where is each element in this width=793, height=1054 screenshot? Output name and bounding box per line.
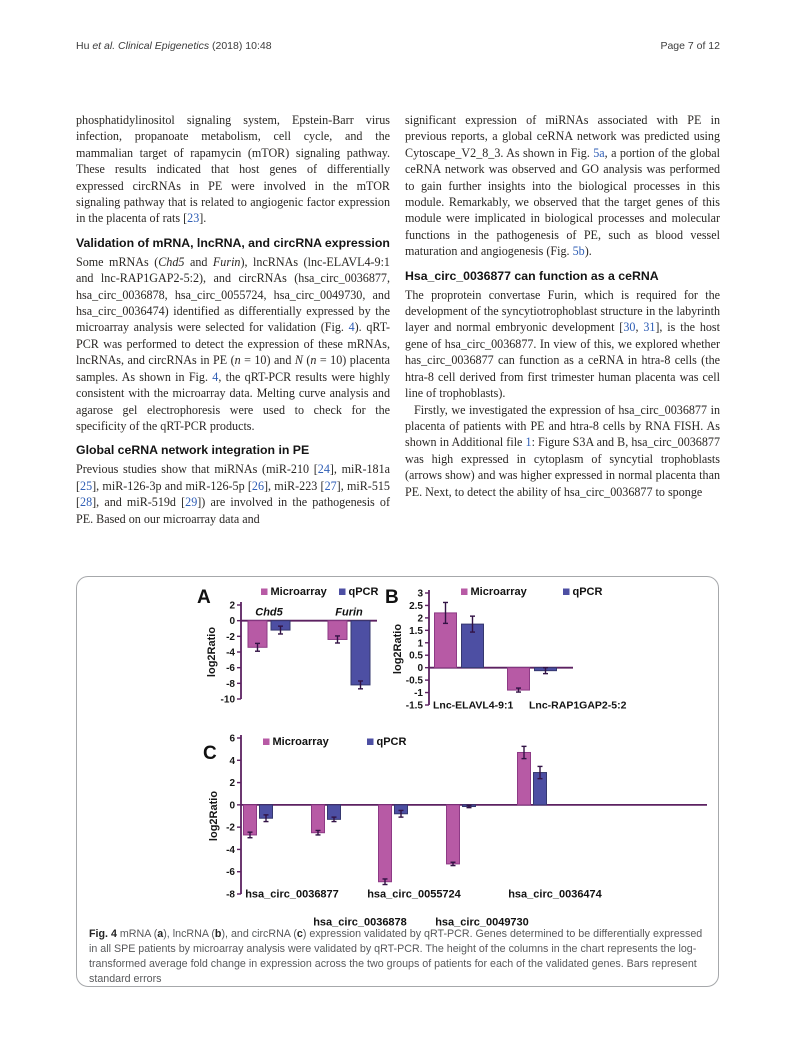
y-tick-label: -2 bbox=[226, 822, 235, 834]
legend-label: Microarray bbox=[470, 586, 527, 598]
citation-link[interactable]: 23 bbox=[187, 211, 200, 226]
citation-link[interactable]: 26 bbox=[251, 478, 264, 493]
legend-label: qPCR bbox=[376, 736, 407, 748]
panel-label: C bbox=[203, 743, 217, 764]
text-run: phosphatidylinositol signaling system, Epstein-Barr virus infection, propanoate metabolism, cell cycle, and the mammalian target of rapamycin (mTOR) signaling pathway. These results indicated that host genes of differentially expressed circRNAs in PE were involved in the mTOR signaling pathway that is related to angiogenic factor expression in the placenta of rats [ bbox=[76, 113, 390, 226]
y-tick-label: -6 bbox=[226, 663, 235, 675]
category-label: Chd5 bbox=[255, 606, 283, 619]
text-run: , a portion of the global ceRNA network was observed and GO analysis was performed to gain further insights into the biological processes in this module. Remarkably, we observed that the target genes of this module were implicated in biological processes and molecular functions in the pathogenesis of PE, such as blood vessel maturation and angiogenesis (Fig. bbox=[405, 145, 720, 259]
y-tick-label: 0 bbox=[229, 616, 235, 628]
legend-swatch-qpcr bbox=[563, 589, 570, 596]
citation-link[interactable]: 4 bbox=[212, 369, 219, 384]
text-run: ). qRT-PCR was performed to detect the expression of these mRNAs, lncRNAs, and circRNAs in PE ( bbox=[76, 320, 391, 368]
right-column bbox=[405, 112, 720, 500]
y-tick-label: 6 bbox=[229, 733, 235, 745]
text-run: ]. bbox=[199, 211, 207, 226]
text-run: = 10) and bbox=[240, 353, 295, 368]
left-column bbox=[76, 112, 390, 527]
section-heading: Validation of mRNA, lncRNA, and circRNA expression bbox=[76, 235, 390, 250]
paragraph bbox=[76, 112, 390, 227]
citation-link[interactable]: 4 bbox=[348, 320, 355, 335]
bold-text: Fig. 4 bbox=[89, 928, 117, 940]
category-label: Lnc-ELAVL4-9:1 bbox=[433, 699, 514, 712]
legend-label: qPCR bbox=[572, 586, 603, 598]
y-axis-label: log2Ratio bbox=[206, 626, 218, 678]
text-run: ]) are involved in the pathogenesis of PE. Based on our microarray data and bbox=[76, 495, 390, 526]
italic-text: Chd5 bbox=[158, 254, 185, 269]
header-citation-journal: et al. Clinical Epigenetics bbox=[92, 40, 210, 52]
panel-a-chart bbox=[197, 586, 379, 706]
text-run: Previous studies show that miRNAs (miR-210 [ bbox=[76, 462, 318, 477]
text-run: ), and circRNA ( bbox=[221, 928, 297, 940]
legend-swatch-microarray bbox=[461, 589, 468, 596]
y-tick-label: 4 bbox=[229, 755, 235, 767]
panel-label: A bbox=[197, 587, 211, 608]
section-heading: Hsa_circ_0036877 can function as a ceRNA bbox=[405, 268, 659, 283]
italic-text: n bbox=[310, 353, 317, 368]
text-run: significant expression of miRNAs associated with PE in previous reports, a global ceRNA network was predicted using Cytoscape_V2_8_3. As shown in Fig. bbox=[405, 113, 720, 160]
bar-microarray-Lnc-RAP1GAP2-5:2 bbox=[508, 668, 530, 690]
panel-label: B bbox=[385, 587, 399, 608]
citation-link[interactable]: 31 bbox=[643, 320, 656, 335]
header-citation-issue: (2018) 10:48 bbox=[209, 40, 272, 52]
y-tick-label: 2 bbox=[229, 778, 235, 790]
legend-label: Microarray bbox=[272, 736, 329, 748]
figure-4-charts bbox=[77, 577, 718, 927]
category-label: hsa_circ_0055724 bbox=[367, 888, 461, 901]
y-tick-label: -10 bbox=[220, 694, 235, 706]
bar-microarray-hsa_circ_0036474 bbox=[518, 752, 531, 804]
category-label: hsa_circ_0036877 bbox=[245, 888, 339, 901]
text-run: ) expression validated by qRT-PCR. Genes determined to be differentially expressed in all SPE patients by microarray analysis were validated by qRT-PCR. The height of the columns in the chart represents the log-transformed average fold change in expression across the two groups of patients for each of the validated genes. Bars represent standard errors bbox=[89, 928, 703, 985]
page-header bbox=[76, 40, 720, 52]
y-tick-label: 2.5 bbox=[409, 600, 423, 612]
y-tick-label: 0.5 bbox=[409, 650, 423, 662]
header-page-number: Page 7 of 12 bbox=[660, 40, 720, 52]
y-tick-label: -4 bbox=[226, 647, 235, 659]
bold-text: b bbox=[214, 928, 222, 940]
legend-swatch-qpcr bbox=[339, 589, 346, 596]
header-citation-author: Hu bbox=[76, 40, 93, 52]
text-run: ], miR-515 [ bbox=[76, 478, 390, 510]
y-tick-label: 1 bbox=[417, 638, 423, 650]
y-tick-label: -8 bbox=[226, 678, 235, 690]
y-tick-label: -6 bbox=[226, 867, 235, 879]
category-label: hsa_circ_0049730 bbox=[435, 916, 529, 927]
header-citation bbox=[76, 40, 272, 52]
italic-text: N bbox=[294, 353, 303, 368]
text-run: and bbox=[184, 254, 213, 269]
bar-microarray-hsa_circ_0036877 bbox=[244, 805, 257, 835]
figure-4-box bbox=[76, 576, 719, 987]
citation-link[interactable]: 1 bbox=[525, 435, 532, 450]
text-run: ), lncRNA ( bbox=[163, 928, 215, 940]
y-tick-label: 3 bbox=[417, 588, 423, 600]
category-label: hsa_circ_0036474 bbox=[508, 888, 602, 901]
citation-link[interactable]: 5b bbox=[572, 244, 585, 259]
bold-text: c bbox=[296, 928, 303, 940]
text-run: = 10) placenta samples. As shown in Fig. bbox=[76, 353, 391, 384]
paragraph bbox=[405, 112, 720, 260]
text-run: ], miR-126-3p and miR-126-5p [ bbox=[92, 478, 252, 493]
text-run: ( bbox=[302, 353, 311, 368]
paragraph bbox=[76, 461, 390, 527]
y-tick-label: -0.5 bbox=[405, 675, 423, 687]
y-tick-label: -2 bbox=[226, 631, 235, 643]
y-tick-label: -4 bbox=[226, 844, 235, 856]
paragraph bbox=[405, 287, 720, 402]
text-run: ). bbox=[584, 244, 592, 259]
y-tick-label: -8 bbox=[226, 889, 235, 901]
bar-qpcr-Furin bbox=[351, 621, 370, 685]
text-run: , bbox=[635, 320, 644, 335]
text-run: ], and miR-519d [ bbox=[92, 495, 186, 510]
legend-label: qPCR bbox=[348, 586, 379, 598]
bar-microarray-hsa_circ_0036878 bbox=[312, 805, 325, 833]
y-tick-label: -1 bbox=[414, 688, 423, 700]
citation-link[interactable]: 29 bbox=[185, 495, 198, 510]
panel-c-chart bbox=[203, 734, 707, 928]
section-heading: Global ceRNA network integration in PE bbox=[76, 443, 310, 458]
bold-text: a bbox=[157, 928, 164, 940]
text-run: ], miR-181a [ bbox=[76, 462, 390, 493]
y-tick-label: 0 bbox=[229, 800, 235, 812]
text-run: mRNA ( bbox=[116, 928, 158, 940]
text-run: Firstly, we investigated the expression of hsa_circ_0036877 in placenta of patients with PE and htra-8 cells by RNA FISH. As shown in Additional file bbox=[405, 402, 720, 450]
figure-caption bbox=[89, 927, 708, 987]
paragraph bbox=[405, 402, 720, 500]
text-run: The proprotein convertase Furin, which is required for the development of the syncytiotrophoblast structure in the labyrinth layer and normal embryonic development [ bbox=[405, 287, 720, 335]
legend-swatch-qpcr bbox=[367, 739, 374, 746]
text-run: , the qRT-PCR results were highly consistent with the microarray data. Melting curve analysis and agarose gel electrophoresis were used to check for the specificity of the qRT-PCR products. bbox=[76, 369, 390, 433]
y-tick-label: 1.5 bbox=[409, 625, 423, 637]
text-run: ], is the host gene of hsa_circ_0036877. In view of this, we explored whether has_circ_0036877 can function as a ceRNA in htra-8 cells (the htra-8 cell derived from first trimester human placenta was cell line of trophoblasts). bbox=[405, 320, 721, 401]
y-tick-label: 0 bbox=[417, 663, 423, 675]
panel-b-chart bbox=[385, 586, 627, 712]
y-axis-label: log2Ratio bbox=[392, 623, 404, 675]
bar-microarray-hsa_circ_0055724 bbox=[379, 805, 392, 882]
italic-text: Furin bbox=[212, 254, 241, 269]
italic-text: n bbox=[234, 353, 241, 368]
citation-link[interactable]: 25 bbox=[80, 478, 93, 493]
citation-link[interactable]: 27 bbox=[324, 478, 337, 493]
text-run: ], miR-223 [ bbox=[264, 478, 325, 493]
text-run: : Figure S3A and B, hsa_circ_0036877 was high expressed in cytoplasm of syncytial trophoblasts (arrows show) and was higher expressed in normal placenta than PE. Next, to detect the ability of hsa_circ_0036877 to sponge bbox=[405, 435, 720, 499]
citation-link[interactable]: 30 bbox=[623, 320, 636, 335]
category-label: Lnc-RAP1GAP2-5:2 bbox=[529, 699, 627, 712]
y-tick-label: 2 bbox=[229, 600, 235, 612]
citation-link[interactable]: 24 bbox=[317, 462, 330, 477]
y-tick-label: -1.5 bbox=[405, 700, 423, 712]
paragraph bbox=[76, 254, 390, 434]
text-run: ), lncRNAs (lnc-ELAVL4-9:1 and lnc-RAP1GAP2-5:2), and circRNAs (hsa_circ_0036877, hsa_circ_0036878, hsa_circ_0055724, hsa_circ_0049730, and hsa_circ_0036474) identified as differentially expressed by the microarray analysis were selected for validation (Fig. bbox=[76, 254, 390, 335]
citation-link[interactable]: 28 bbox=[80, 495, 93, 510]
category-label: Furin bbox=[335, 606, 363, 619]
y-tick-label: 2 bbox=[417, 613, 423, 625]
category-label: hsa_circ_0036878 bbox=[313, 916, 407, 927]
bar-microarray-hsa_circ_0049730 bbox=[447, 805, 460, 864]
text-run: Some mRNAs ( bbox=[76, 254, 159, 269]
legend-swatch-microarray bbox=[261, 589, 268, 596]
legend-swatch-microarray bbox=[263, 739, 270, 746]
y-axis-label: log2Ratio bbox=[208, 790, 220, 842]
legend-label: Microarray bbox=[270, 586, 327, 598]
citation-link[interactable]: 5a bbox=[593, 145, 605, 160]
